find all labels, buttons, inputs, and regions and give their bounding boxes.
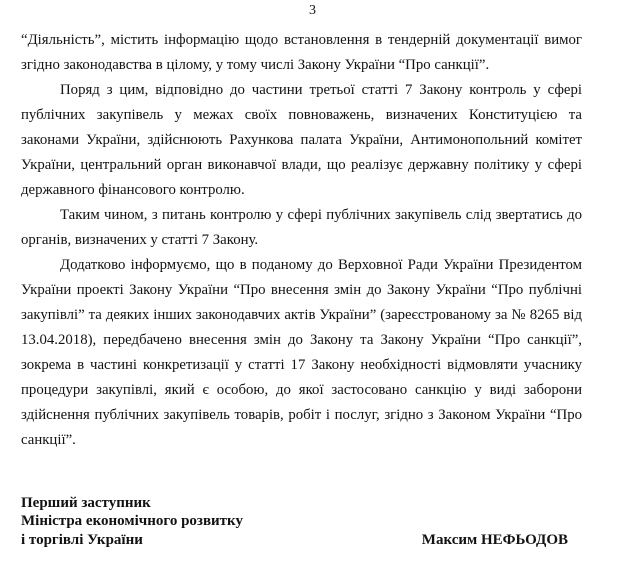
signatory-name: Максим НЕФЬОДОВ (421, 531, 568, 548)
signature-title-line-3: і торгівлі України (21, 531, 143, 548)
signature-block (21, 494, 582, 549)
body-paragraph-1: “Діяльність”, містить інформацію щодо встановлення в тендерній документації вимог згідно законодавства в цілому, у тому числі Закону України “Про санкції”. (21, 32, 582, 73)
body-paragraph-4: Додатково інформуємо, що в поданому до Верховної Ради України Президентом України проекті Закону України “Про внесення змін до Закону України “Про публічні закупівлі” та деяких інших законодавчих актів України” (зареєстрованому за № 8265 від 13.04.2018), передбачено внесення змін до Закону та Закону України “Про санкції”, зокрема в частині конкретизації у статті 17 Закону необхідності відмовляти учаснику процедури закупівлі, який є особою, до якої застосовано санкцію у виді заборони здійснення публічних закупівель товарів, робіт і послуг, згідно з Законом України “Про санкції”. (21, 257, 582, 448)
signature-title-line-2: Міністра економічного розвитку (21, 513, 243, 530)
page-number: 3 (309, 3, 316, 18)
body-paragraph-2: Поряд з цим, відповідно до частини третьої статті 7 Закону контроль у сфері публічних закупівель у межах своїх повноважень, визначених Конституцією та законами України, здійснюють Рахункова палата України, Антимонопольний комітет України, центральний орган виконавчої влади, що реалізує державну політику у сфері державного фінансового контролю. (21, 82, 582, 198)
signature-title-line-1: Перший заступник (21, 495, 151, 511)
document-body (21, 28, 582, 453)
body-paragraph-3: Таким чином, з питань контролю у сфері публічних закупівель слід звертатись до органів, визначених у статті 7 Закону. (21, 207, 582, 248)
signature-row (21, 531, 582, 549)
